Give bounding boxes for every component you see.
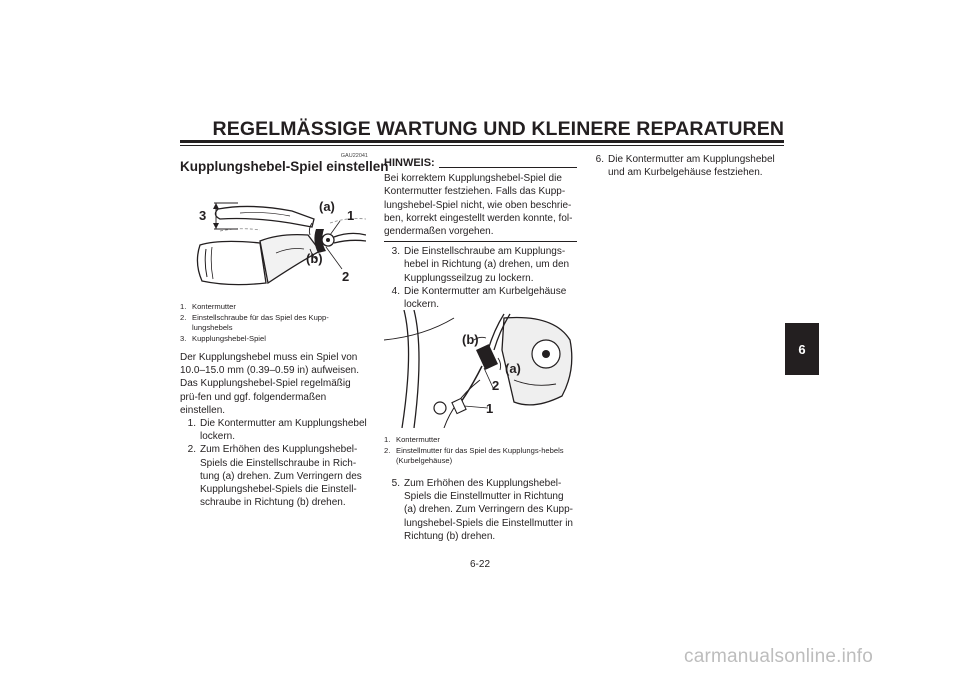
fig1-label-a: (a): [319, 199, 335, 214]
step-text: Zum Erhöhen des Kupplungshebel-Spiels die Einstellmutter in Richtung (a) drehen. Zum Verringern des Kupp-lungshebel-Spiels die Einstellmutter in Richtung (b) drehen.: [404, 478, 573, 542]
caption-item: [384, 435, 577, 445]
list-item: [180, 443, 370, 509]
fig1-label-b: (b): [306, 251, 323, 266]
fig2-label-2: 2: [492, 378, 500, 393]
step-number: 6.: [595, 154, 604, 165]
hinweis-end-rule: [384, 241, 577, 242]
caption-text: Kontermutter: [192, 302, 236, 311]
caption-item: [384, 446, 577, 466]
section-title: Kupplungshebel-Spiel einstellen: [180, 159, 389, 174]
intro-paragraph: Der Kupplungshebel muss ein Spiel von 10.0–15.0 mm (0.39–0.59 in) aufweisen. Das Kupplungshebel-Spiel regelmäßig prü-fen und ggf. folgendermaßen einstellen.: [180, 352, 359, 416]
hinweis-text: Bei korrektem Kupplungshebel-Spiel die Kontermutter festziehen. Falls das Kupp-lungshebel-Spiel nicht, wie oben beschrie-ben, korrekt eingestellt werden konnte, fol-gendermaßen vorgehen.: [384, 173, 573, 238]
watermark[interactable]: carmanualsonline.info: [684, 646, 874, 667]
header-rule-thin: [180, 145, 784, 146]
fig2-label-b: (b): [462, 332, 479, 347]
step-text: Zum Erhöhen des Kupplungshebel-Spiels die Einstellschraube in Rich-tung (a) drehen. Zum Verringern des Kupplungshebel-Spiels die Einstell-schraube in Richtung (b) drehen.: [200, 444, 362, 509]
step-text: Die Kontermutter am Kupplungshebel lockern.: [200, 418, 367, 443]
step-text: Die Kontermutter am Kurbelgehäuse lockern.: [404, 285, 567, 311]
page-number: 6-22: [469, 559, 490, 570]
caption-num: 3.: [180, 334, 187, 343]
chapter-number: 6: [798, 341, 806, 357]
caption-item: [180, 302, 368, 312]
caption-num: 1.: [180, 302, 187, 311]
column-3-body: [588, 153, 783, 179]
fig1-label-1: 1: [347, 208, 355, 223]
steps-list-c: [384, 477, 577, 543]
figure2-captions: [384, 435, 577, 466]
caption-text: Kontermutter: [396, 435, 440, 444]
list-item: [180, 417, 370, 443]
header-rule-thick: [180, 140, 784, 143]
list-item: [384, 285, 577, 311]
step-number: 1.: [187, 418, 196, 430]
fig2-label-a: (a): [505, 361, 521, 376]
caption-text: Einstellschraube für das Spiel des Kupp-lungshebels: [192, 313, 329, 332]
step-number: 5.: [391, 478, 400, 489]
list-item: [384, 477, 577, 543]
caption-item: [180, 313, 368, 333]
column-2-steps-c: [384, 477, 577, 543]
figure-clutch-lever: [180, 183, 366, 295]
step-number: 4.: [391, 285, 400, 297]
steps-list-a: [180, 417, 370, 509]
caption-item: [180, 334, 368, 344]
column-1-body: [180, 351, 370, 509]
caption-num: 2.: [384, 446, 391, 455]
caption-text: Einstellmutter für das Spiel des Kupplungs-hebels (Kurbelgehäuse): [396, 446, 564, 465]
fig2-label-1: 1: [486, 401, 494, 416]
step-text: Die Einstellschraube am Kupplungs-hebel in Richtung (a) drehen, um den Kupplungsseilzug zu lockern.: [404, 246, 570, 284]
fig1-label-2: 2: [342, 269, 350, 284]
section-code: GAU22041: [340, 153, 368, 159]
column-2-body: [384, 157, 577, 311]
steps-list-b: [384, 245, 577, 311]
figure1-captions: [180, 302, 368, 344]
step-number: 3.: [391, 246, 400, 258]
fig1-label-3: 3: [199, 208, 207, 223]
list-item: [384, 245, 577, 285]
chapter-tab[interactable]: [785, 323, 819, 375]
caption-num: 1.: [384, 435, 391, 444]
step-number: 2.: [187, 444, 196, 456]
figure-crankcase-adjuster: [384, 310, 576, 428]
page-title: REGELMÄSSIGE WARTUNG UND KLEINERE REPARATUREN: [212, 118, 784, 140]
hinweis-heading: [384, 157, 577, 170]
steps-list-d: [588, 153, 783, 179]
step-text: Die Kontermutter am Kupplungshebel und am Kurbelgehäuse festziehen.: [608, 154, 775, 179]
caption-num: 2.: [180, 313, 187, 322]
hinweis-rule: [439, 167, 577, 168]
caption-text: Kupplungshebel-Spiel: [192, 334, 266, 343]
hinweis-title: HINWEIS:: [384, 157, 435, 169]
list-item: [588, 153, 783, 179]
